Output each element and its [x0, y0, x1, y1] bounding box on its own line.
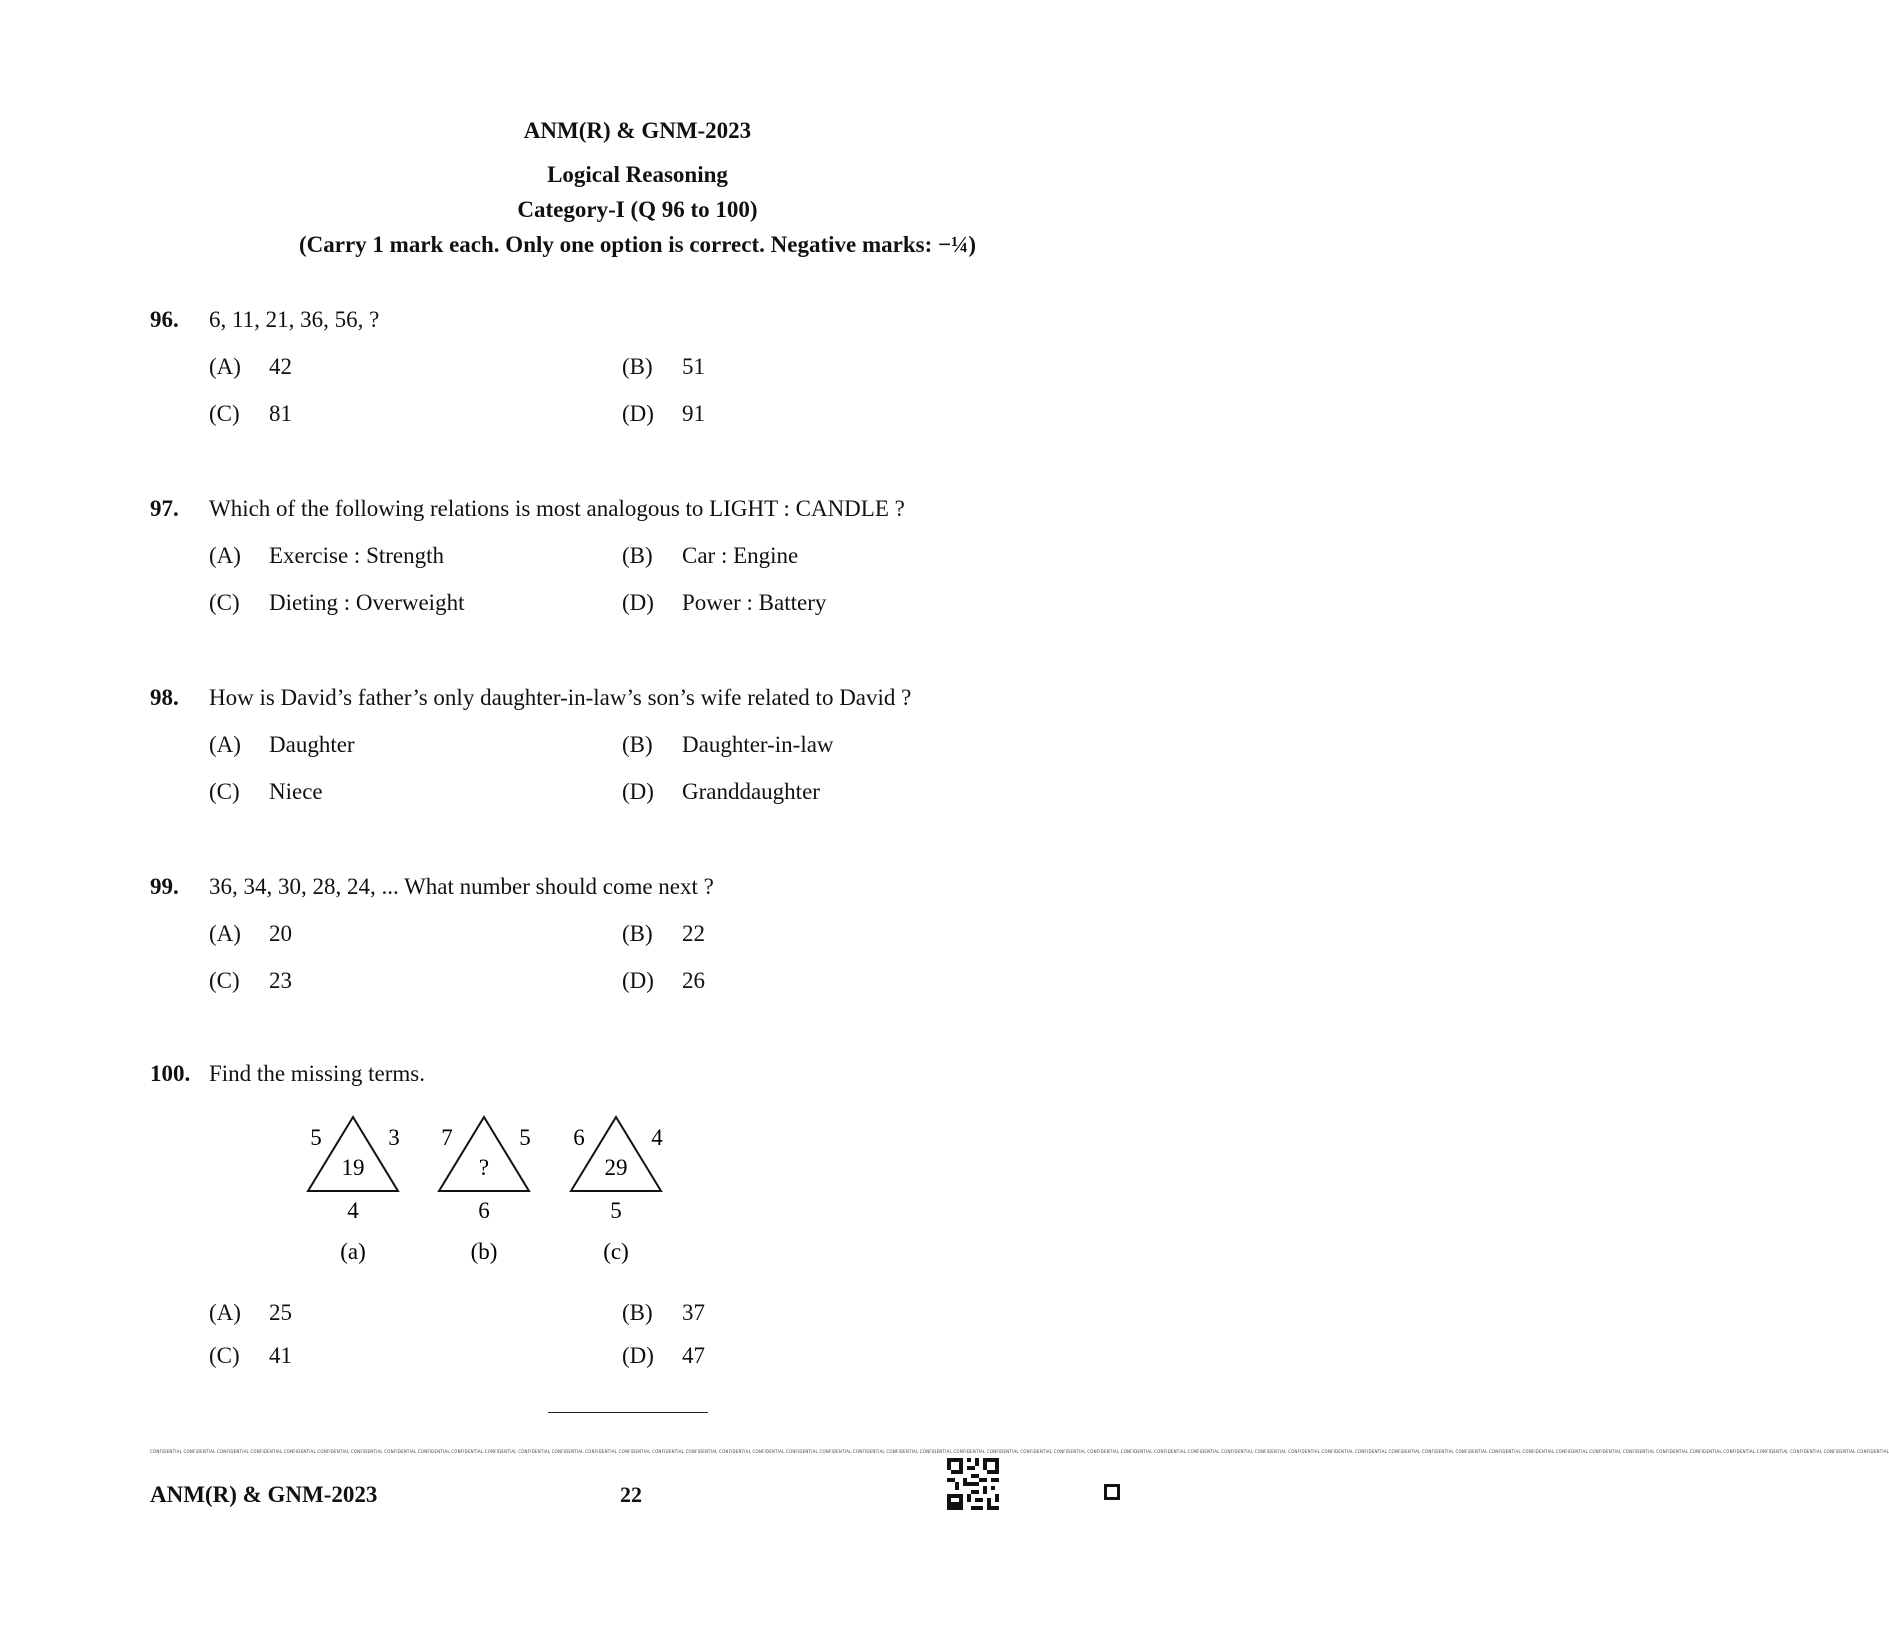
option-d[interactable]	[622, 968, 705, 994]
triangle-caption: (c)	[603, 1239, 629, 1264]
option-b[interactable]	[622, 921, 705, 947]
triangle-a	[308, 1117, 400, 1264]
option-value: Dieting : Overweight	[269, 590, 465, 615]
triangle-caption: (b)	[470, 1239, 498, 1264]
option-label: (A)	[209, 921, 241, 946]
option-value: Exercise : Strength	[269, 543, 445, 568]
option-a[interactable]	[209, 1300, 292, 1326]
option-label: (D)	[622, 779, 654, 804]
option-label: (C)	[209, 779, 240, 804]
option-d[interactable]	[622, 401, 705, 427]
option-value: 23	[269, 968, 292, 993]
question-text: Which of the following relations is most analogous to LIGHT : CANDLE ?	[209, 496, 905, 521]
instructions: (Carry 1 mark each. Only one option is correct. Negative marks: −¼)	[299, 232, 976, 257]
option-c[interactable]	[209, 401, 292, 427]
question-text: 36, 34, 30, 28, 24, ... What number should come next ?	[209, 874, 714, 899]
option-value: Power : Battery	[682, 590, 827, 615]
option-value: 51	[682, 354, 705, 379]
option-d[interactable]	[622, 590, 826, 616]
option-value: 22	[682, 921, 705, 946]
option-label: (C)	[209, 401, 240, 426]
triangle-bottom-number: 5	[610, 1198, 622, 1223]
square-marker-icon	[1104, 1484, 1120, 1500]
option-value: Daughter	[269, 732, 355, 757]
exam-title: ANM(R) & GNM-2023	[523, 118, 752, 143]
option-b[interactable]	[622, 354, 705, 380]
question-number: 99.	[150, 874, 179, 899]
page-number: 22	[620, 1482, 642, 1507]
option-value: 37	[682, 1300, 705, 1325]
option-label: (B)	[622, 354, 653, 379]
question-number: 100.	[150, 1061, 191, 1086]
option-value: 47	[682, 1343, 705, 1368]
triangle-center-number: 19	[341, 1155, 365, 1180]
security-microtext-line: CONFIDENTIAL CONFIDENTIAL CONFIDENTIAL CONFIDENTIAL CONFIDENTIAL CONFIDENTIAL CONFIDENTIAL CONFIDENTIAL CONFIDENTIAL CONFIDENTIAL CONFIDENTIAL CONFIDENTIAL CONFIDENTIAL CONFIDENTIAL CONFIDENTIAL CONFIDENTIAL CONFIDENTIAL CONFIDENTIAL CONFIDENTIAL CONFIDENTIAL CONFIDENTIAL CONFIDENTIAL CONFIDENTIAL CONFIDENTIAL CONFIDENTIAL CONFIDENTIAL CONFIDENTIAL CONFIDENTIAL CONFIDENTIAL CONFIDENTIAL CONFIDENTIAL CONFIDENTIAL CONFIDENTIAL CONFIDENTIAL CONFIDENTIAL CONFIDENTIAL CONFIDENTIAL CONFIDENTIAL CONFIDENTIAL CONFIDENTIAL CONFIDENTIAL CONFIDENTIAL CONFIDENTIAL CONFIDENTIAL CONFIDENTIAL CONFIDENTIAL CONFIDENTIAL CONFIDENTIAL CONFIDENTIAL CONFIDENTIAL CONFIDENTIAL CONFIDENTIAL	[150, 1449, 1889, 1454]
triangle-right-number: 5	[519, 1125, 531, 1150]
option-label: (C)	[209, 1343, 240, 1368]
end-separator	[548, 1412, 708, 1413]
triangle-left-number: 5	[310, 1125, 322, 1150]
footer-exam-title: ANM(R) & GNM-2023	[150, 1482, 378, 1507]
option-a[interactable]	[209, 543, 444, 569]
triangle-b	[439, 1117, 531, 1264]
option-label: (D)	[622, 1343, 654, 1368]
option-label: (C)	[209, 968, 240, 993]
option-label: (B)	[622, 921, 653, 946]
question-text: How is David’s father’s only daughter-in-law’s son’s wife related to David ?	[209, 685, 912, 710]
triangle-right-number: 4	[651, 1125, 663, 1150]
option-value: 81	[269, 401, 292, 426]
option-value: Car : Engine	[682, 543, 799, 568]
option-label: (A)	[209, 732, 241, 757]
option-value: 25	[269, 1300, 292, 1325]
option-value: 42	[269, 354, 292, 379]
subject-title: Logical Reasoning	[547, 162, 728, 187]
option-label: (B)	[622, 1300, 653, 1325]
category-title: Category-I (Q 96 to 100)	[517, 197, 758, 222]
option-c[interactable]	[209, 779, 323, 805]
option-value: 41	[269, 1343, 292, 1368]
question-text: Find the missing terms.	[209, 1061, 425, 1086]
option-label: (B)	[622, 732, 653, 757]
option-label: (A)	[209, 543, 241, 568]
option-value: Niece	[269, 779, 323, 804]
question-number: 96.	[150, 307, 179, 332]
triangle-center-number: ?	[478, 1155, 490, 1180]
triangle-bottom-number: 6	[478, 1198, 490, 1223]
triangle-right-number: 3	[388, 1125, 400, 1150]
option-label: (A)	[209, 1300, 241, 1325]
option-a[interactable]	[209, 732, 355, 758]
option-label: (D)	[622, 590, 654, 615]
question-number: 98.	[150, 685, 179, 710]
option-label: (B)	[622, 543, 653, 568]
triangle-bottom-number: 4	[347, 1198, 359, 1223]
triangle-c	[571, 1117, 663, 1264]
option-label: (D)	[622, 401, 654, 426]
option-a[interactable]	[209, 921, 292, 947]
option-value: 26	[682, 968, 705, 993]
option-label: (A)	[209, 354, 241, 379]
option-d[interactable]	[622, 779, 820, 805]
option-value: 20	[269, 921, 292, 946]
triangle-figure	[300, 1115, 680, 1265]
option-b[interactable]	[622, 543, 798, 569]
qr-code-icon	[947, 1458, 999, 1510]
option-label: (C)	[209, 590, 240, 615]
option-b[interactable]	[622, 732, 834, 758]
triangle-left-number: 6	[573, 1125, 585, 1150]
question-text: 6, 11, 21, 36, 56, ?	[209, 307, 380, 332]
option-value: 91	[682, 401, 705, 426]
option-c[interactable]	[209, 1343, 292, 1369]
triangle-left-number: 7	[441, 1125, 453, 1150]
question-number: 97.	[150, 496, 179, 521]
option-label: (D)	[622, 968, 654, 993]
option-value: Granddaughter	[682, 779, 820, 804]
triangle-center-number: 29	[604, 1155, 628, 1180]
option-d[interactable]	[622, 1343, 705, 1369]
option-b[interactable]	[622, 1300, 705, 1326]
triangle-caption: (a)	[340, 1239, 366, 1264]
option-c[interactable]	[209, 590, 464, 616]
option-value: Daughter-in-law	[682, 732, 834, 757]
option-a[interactable]	[209, 354, 292, 380]
option-c[interactable]	[209, 968, 292, 994]
